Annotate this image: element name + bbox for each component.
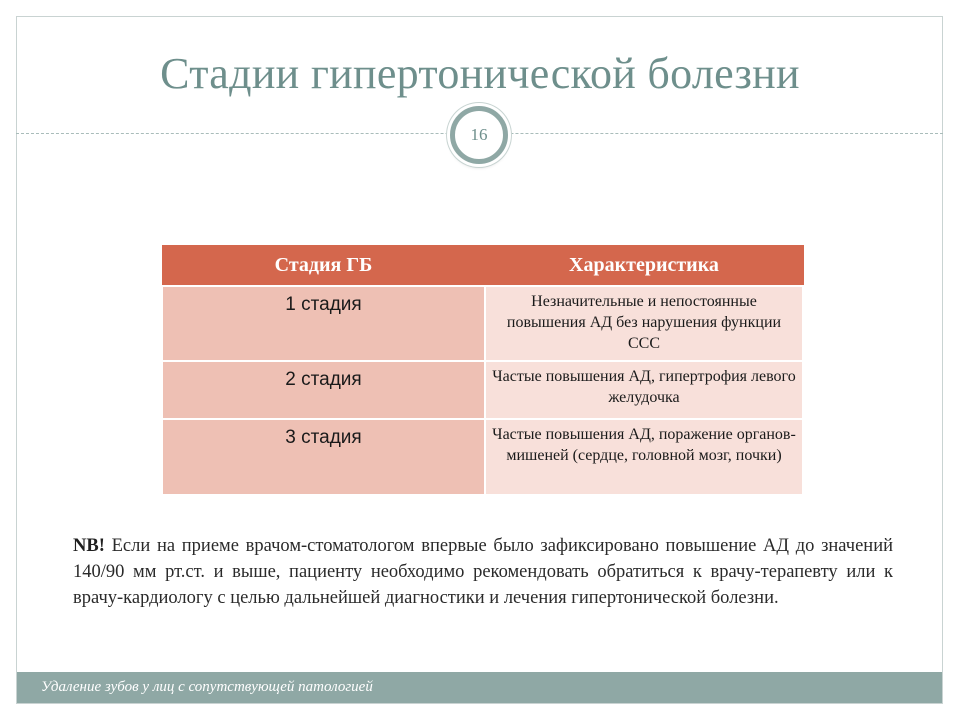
nb-prefix: NB! [73, 536, 105, 556]
footer-bar [17, 672, 942, 703]
table-row [162, 361, 803, 419]
slide-number: 16 [470, 125, 488, 144]
header-stage: Стадия ГБ [162, 246, 485, 287]
table-row [162, 286, 803, 361]
description-cell: Незначительные и непостоянные повышения АД без нарушения функции ССС [485, 286, 803, 361]
footer-text: Удаление зубов у лиц с сопутствующей патологией [41, 679, 373, 695]
stages-table [161, 245, 804, 496]
nb-note [73, 533, 893, 611]
table-row [162, 419, 803, 495]
slide-number-badge [450, 106, 508, 164]
description-cell: Частые повышения АД, поражение органов-мишеней (сердце, головной мозг, почки) [485, 419, 803, 495]
stage-cell: 1 стадия [162, 286, 485, 361]
table-header-row [162, 246, 803, 287]
nb-text: Если на приеме врачом-стоматологом впервые было зафиксировано повышение АД до значений 140/90 мм рт.ст. и выше, пациенту необходимо рекомендовать обратиться к врачу-терапевту или к врачу-кардиологу с целью дальнейшей диагностики и лечения гипертонической болезни. [73, 536, 893, 608]
stage-cell: 2 стадия [162, 361, 485, 419]
description-cell: Частые повышения АД, гипертрофия левого желудочка [485, 361, 803, 419]
slide-title: Стадии гипертонической болезни [160, 49, 800, 98]
stage-cell: 3 стадия [162, 419, 485, 495]
header-characteristic: Характеристика [485, 246, 803, 287]
